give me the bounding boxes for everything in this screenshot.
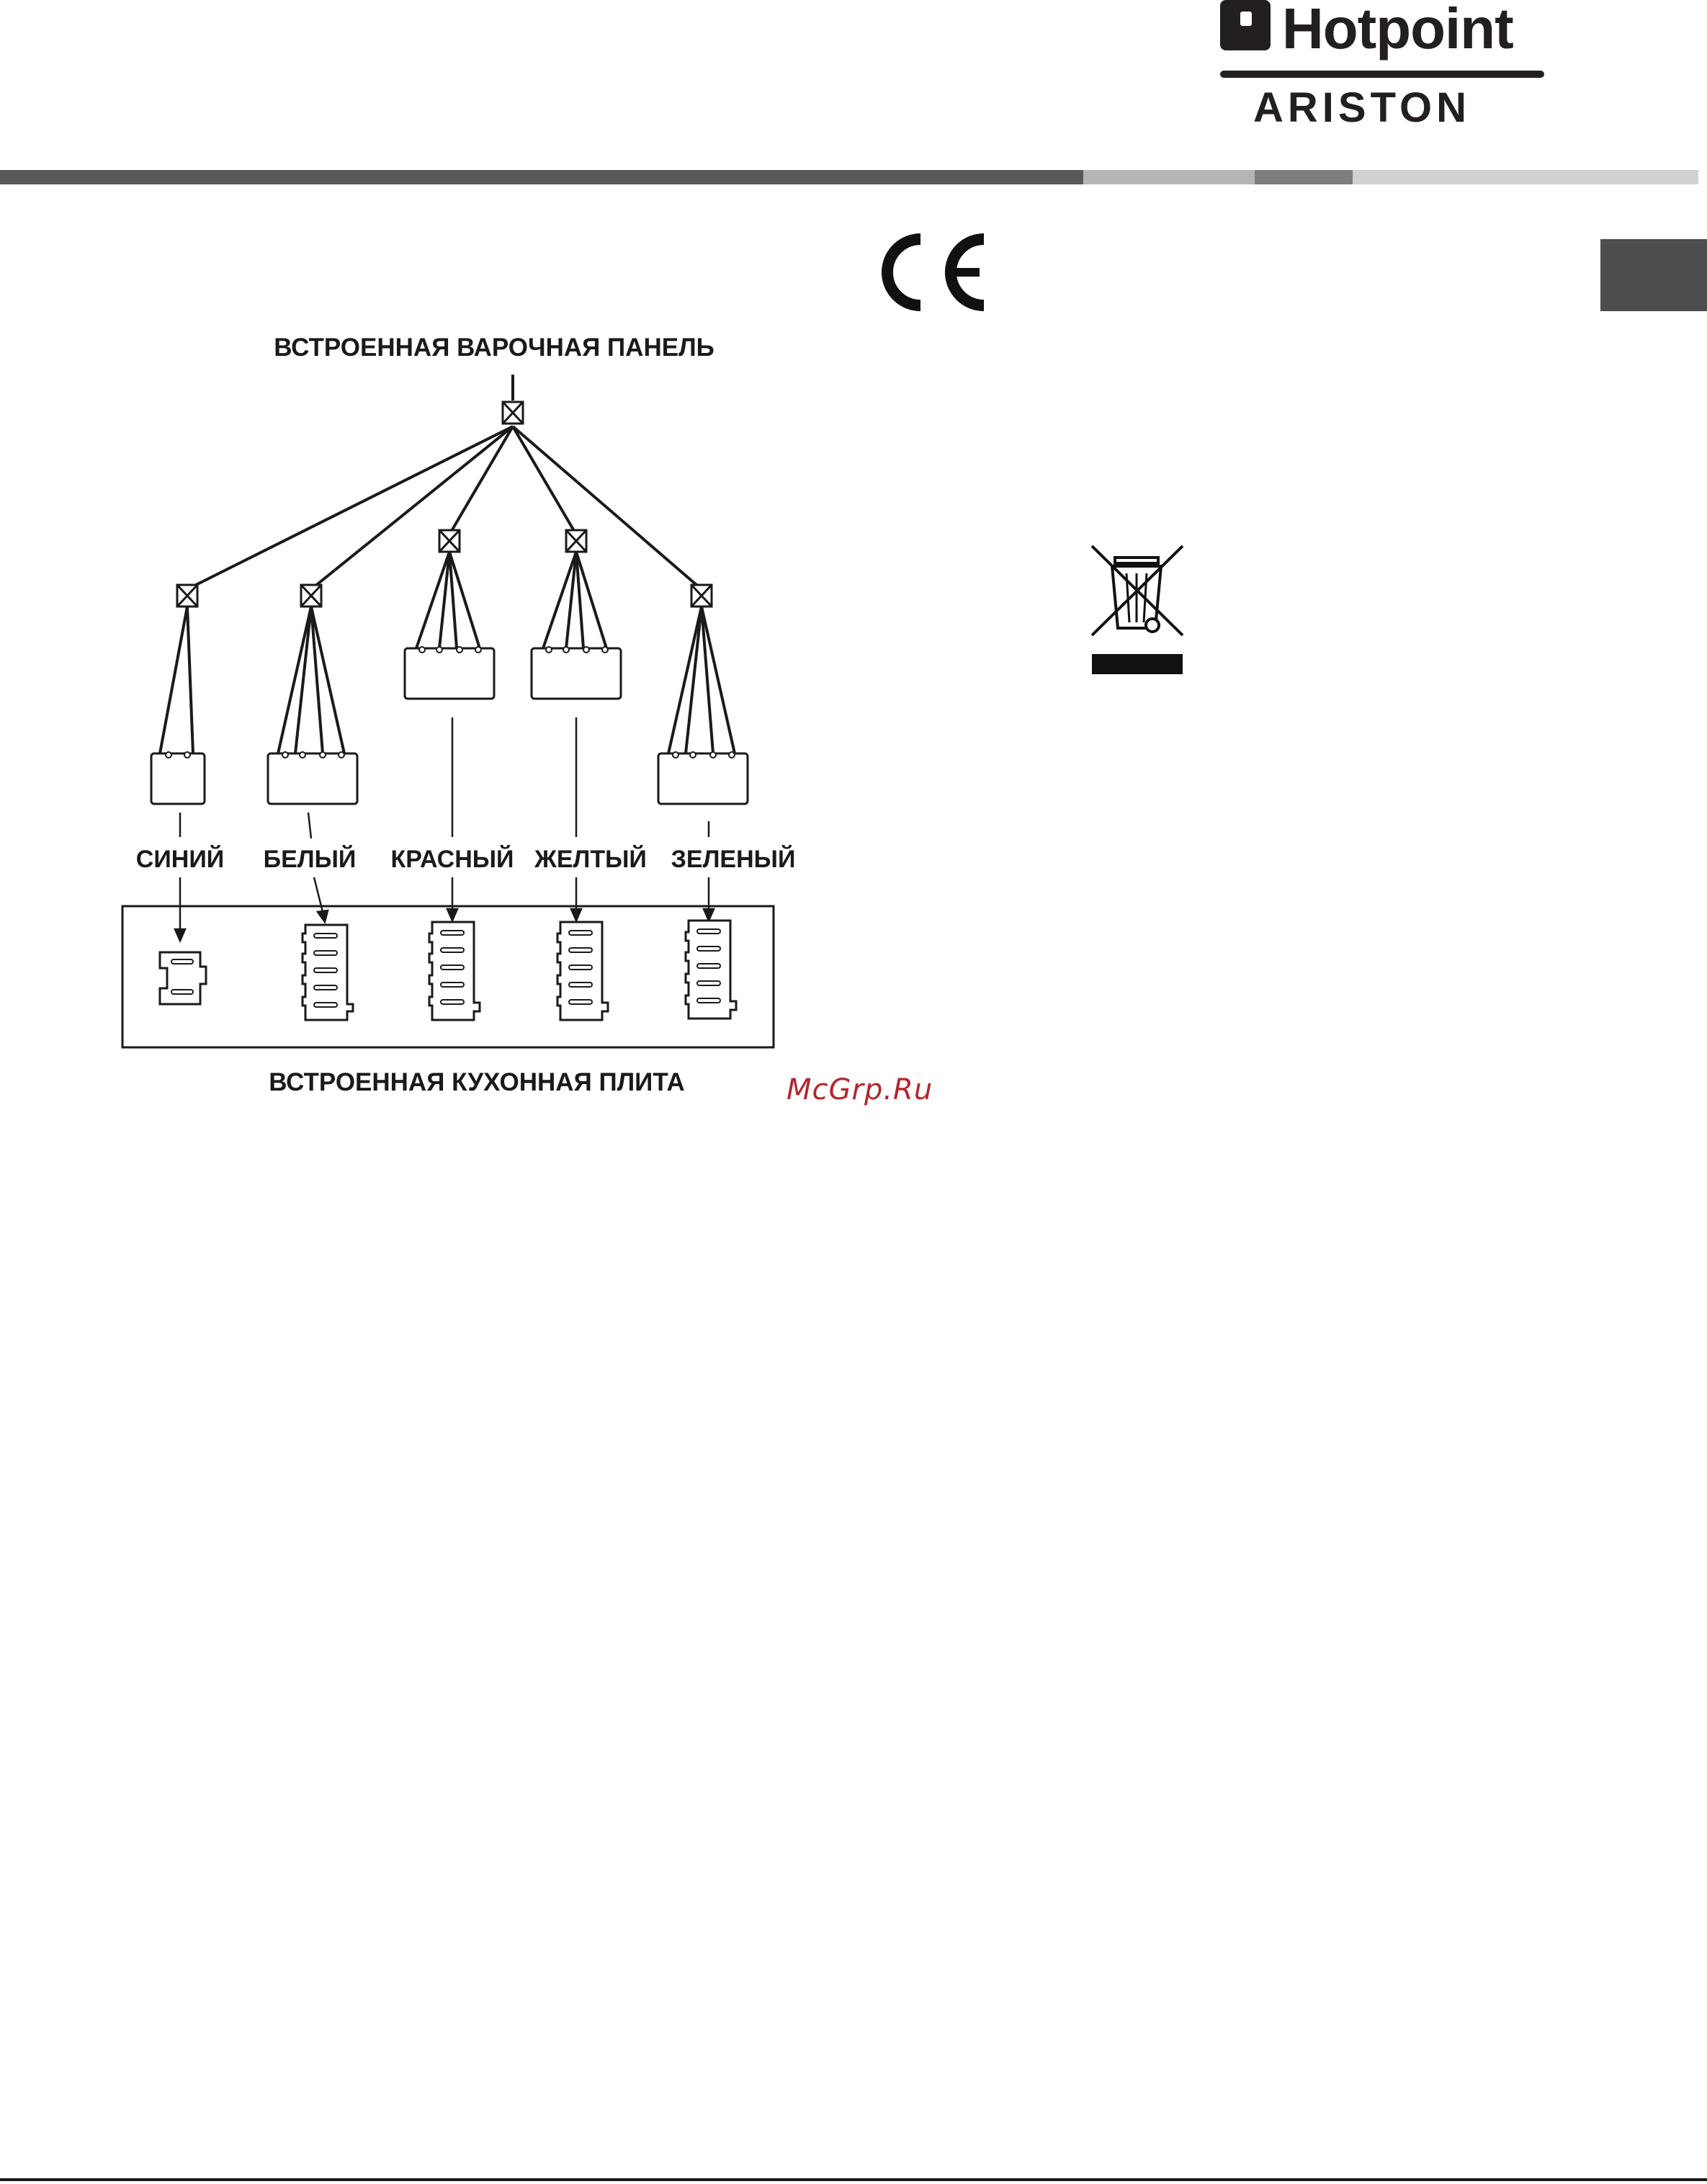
terminal-block-green: [686, 921, 736, 1019]
header-bar-dark: [0, 170, 1083, 184]
wiring-diagram: [0, 317, 864, 1138]
header-bar-mid: [1255, 170, 1353, 184]
terminal-block-yellow: [557, 922, 608, 1020]
wire-label-red: КРАСНЫЙ: [390, 846, 514, 873]
connector-white-icon: [301, 585, 321, 607]
plug-box-green: [658, 753, 748, 804]
logo-square-icon: [1220, 0, 1271, 50]
plug-box-blue: [151, 753, 205, 804]
logo-brand-text: Hotpoint: [1282, 0, 1513, 61]
plug-box-red: [405, 648, 494, 699]
connector-blue-icon: [177, 585, 197, 607]
logo-divider: [1220, 71, 1544, 78]
hob-title: ВСТРОЕННАЯ ВАРОЧНАЯ ПАНЕЛЬ: [274, 334, 714, 362]
logo-sub-text: ARISTON: [1253, 84, 1471, 131]
terminal-block-red: [429, 922, 480, 1020]
hotpoint-ariston-logo: [1217, 0, 1549, 137]
connector-root-icon: [503, 402, 523, 424]
connector-icons: [177, 402, 712, 607]
header-bar-light: [1083, 170, 1255, 184]
page-side-tab: [1600, 239, 1707, 311]
header-bar-pale: [1353, 170, 1698, 184]
connector-red-icon: [439, 530, 460, 552]
wire-label-green: ЗЕЛЕНЫЙ: [671, 846, 796, 873]
wire-label-white: БЕЛЫЙ: [263, 846, 357, 873]
connector-green-icon: [691, 585, 712, 607]
connector-yellow-icon: [566, 530, 586, 552]
wire-label-blue: СИНИЙ: [135, 846, 225, 873]
footer-rule: [0, 2178, 1707, 2181]
weee-bin-icon: [1090, 545, 1184, 676]
stove-title: ВСТРОЕННАЯ КУХОННАЯ ПЛИТА: [269, 1068, 685, 1096]
plug-box-white: [268, 753, 357, 804]
ce-mark-icon: [870, 229, 993, 315]
plug-box-yellow: [532, 648, 621, 699]
wire-label-yellow: ЖЕЛТЫЙ: [534, 846, 647, 873]
watermark-text: McGrp.Ru: [787, 1073, 933, 1106]
